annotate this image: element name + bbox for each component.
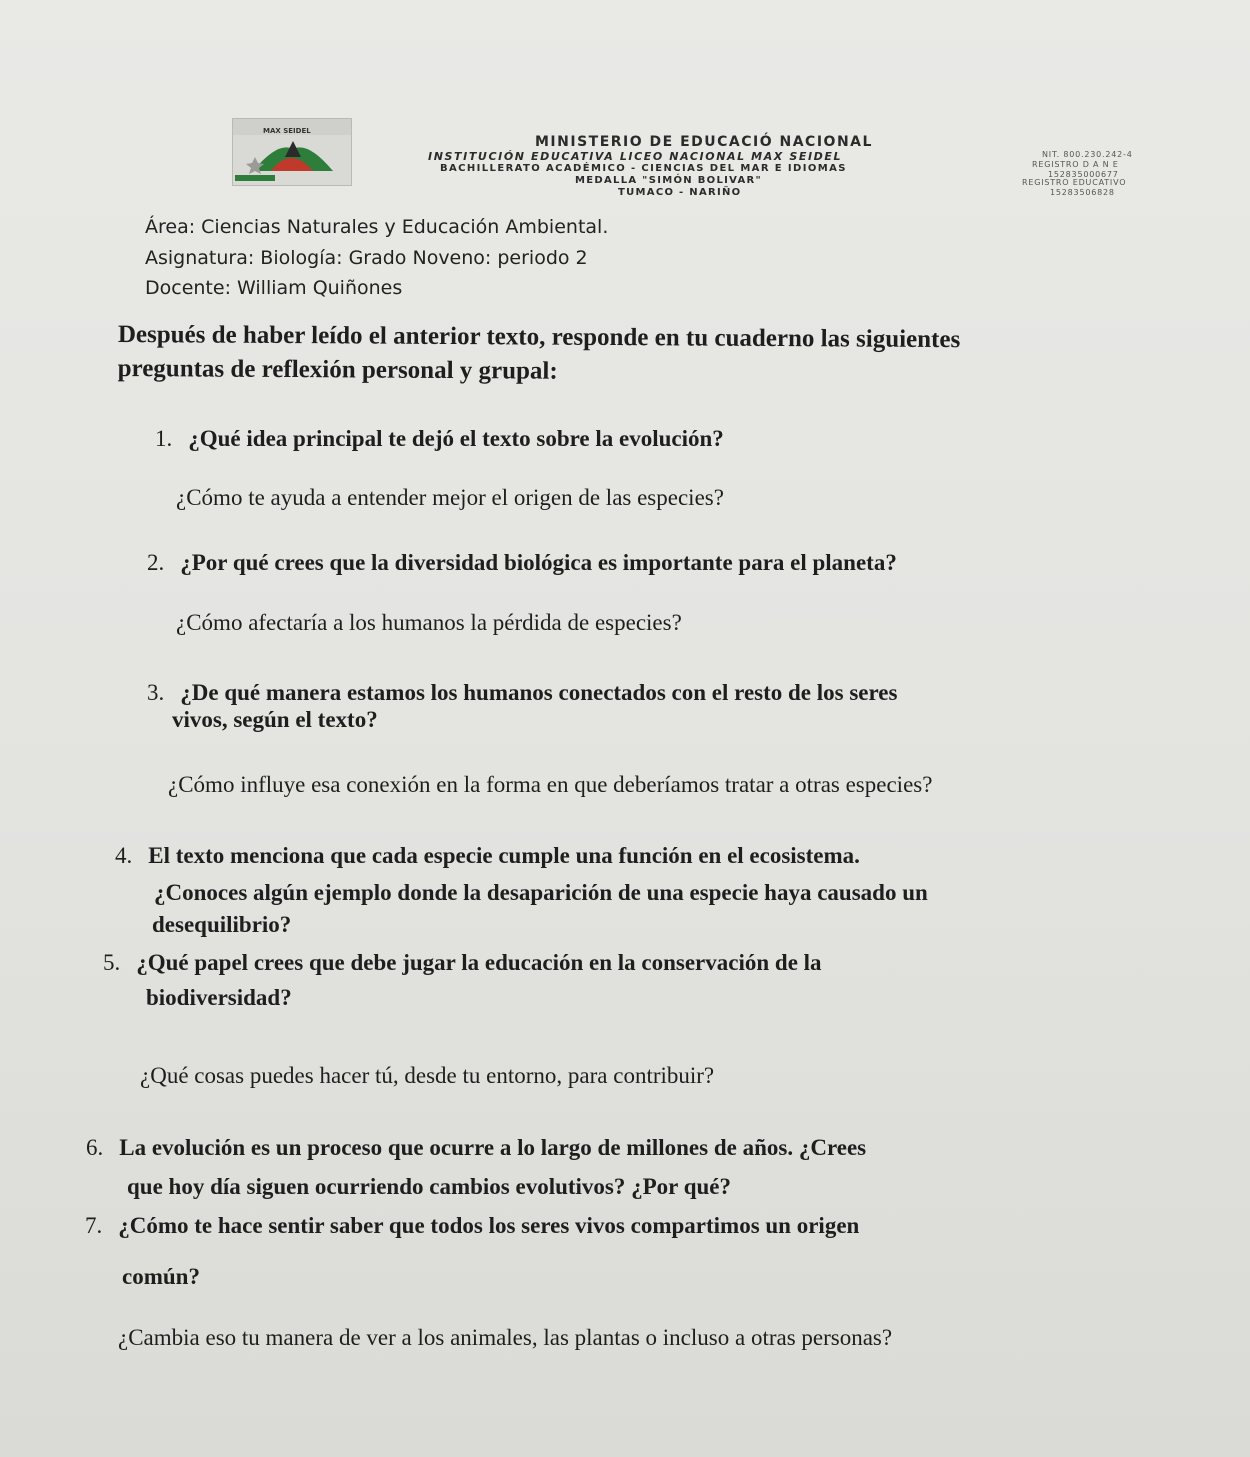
city-text: TUMACO - NARIÑO (618, 187, 742, 198)
question-6-line-2: que hoy día siguen ocurriendo cambios evolutivos? ¿Por qué? (127, 1174, 732, 1199)
question-5-followup: ¿Qué cosas puedes hacer tú, desde tu entorno, para contribuir? (140, 1063, 715, 1088)
nit-number: NIT. 800.230.242-4 (1042, 150, 1133, 159)
question-text: ¿Qué idea principal te dejó el texto sobre la evolución? (188, 426, 724, 451)
instructions-paragraph: Después de haber leído el anterior texto, responde en tu cuaderno las siguientes preguntas de reflexión personal y grupal: (117, 320, 961, 385)
question-5 (103, 950, 822, 976)
medal-text: MEDALLA "SIMÓN BOLIVAR" (575, 175, 763, 186)
question-number: 3. (147, 680, 165, 705)
subject-line: Asignatura: Biología: Grado Noveno: periodo 2 (145, 247, 588, 269)
question-text: ¿De qué manera estamos los humanos conectados con el resto de los seres (180, 680, 898, 705)
question-number: 4. (115, 843, 133, 868)
question-4-line-2: ¿Conoces algún ejemplo donde la desaparición de una especie haya causado un (154, 880, 928, 905)
program-name: BACHILLERATO ACADÉMICO - CIENCIAS DEL MAR E IDIOMAS (440, 163, 847, 174)
question-number: 2. (147, 550, 165, 575)
dane-number: 152835000677 (1048, 170, 1119, 179)
question-6 (86, 1135, 866, 1161)
question-3 (147, 680, 897, 706)
question-text: La evolución es un proceso que ocurre a lo largo de millones de años. ¿Crees (119, 1135, 867, 1160)
edu-register-label: REGISTRO EDUCATIVO (1022, 178, 1127, 187)
dane-label: REGISTRO D A N E (1032, 160, 1119, 169)
area-line: Área: Ciencias Naturales y Educación Ambiental. (145, 216, 609, 238)
edu-register-number: 15283506828 (1050, 188, 1115, 197)
question-number: 1. (155, 426, 173, 451)
question-text: ¿Qué papel crees que debe jugar la educación en la conservación de la (136, 950, 822, 975)
question-1 (155, 426, 724, 452)
question-7-followup: ¿Cambia eso tu manera de ver a los animales, las plantas o incluso a otras personas? (118, 1325, 893, 1350)
logo-emblem-icon (233, 119, 351, 185)
question-7 (85, 1213, 859, 1239)
question-5-line-2: biodiversidad? (146, 985, 292, 1010)
question-text: El texto menciona que cada especie cumple una función en el ecosistema. (148, 843, 860, 868)
institution-name: INSTITUCIÓN EDUCATIVA LICEO NACIONAL MAX SEIDEL (428, 150, 843, 163)
question-2-followup: ¿Cómo afectaría a los humanos la pérdida de especies? (176, 610, 682, 635)
school-logo (232, 118, 352, 186)
question-4-line-3: desequilibrio? (152, 912, 292, 937)
question-3-line-2: vivos, según el texto? (172, 707, 378, 732)
teacher-line: Docente: William Quiñones (145, 277, 403, 299)
question-2 (147, 550, 897, 576)
question-number: 7. (85, 1213, 103, 1238)
logo-text: MAX SEIDEL (263, 127, 311, 135)
question-1-followup: ¿Cómo te ayuda a entender mejor el origen de las especies? (176, 485, 724, 510)
question-3-followup: ¿Cómo influye esa conexión en la forma en que deberíamos tratar a otras especies? (168, 772, 933, 797)
ministry-title: MINISTERIO DE EDUCACIÓ NACIONAL (535, 134, 873, 150)
question-text: ¿Cómo te hace sentir saber que todos los seres vivos compartimos un origen (118, 1213, 860, 1238)
question-number: 5. (103, 950, 121, 975)
question-4 (115, 843, 860, 869)
question-7-line-2: común? (122, 1264, 200, 1289)
question-text: ¿Por qué crees que la diversidad biológica es importante para el planeta? (180, 550, 897, 575)
question-number: 6. (86, 1135, 104, 1160)
